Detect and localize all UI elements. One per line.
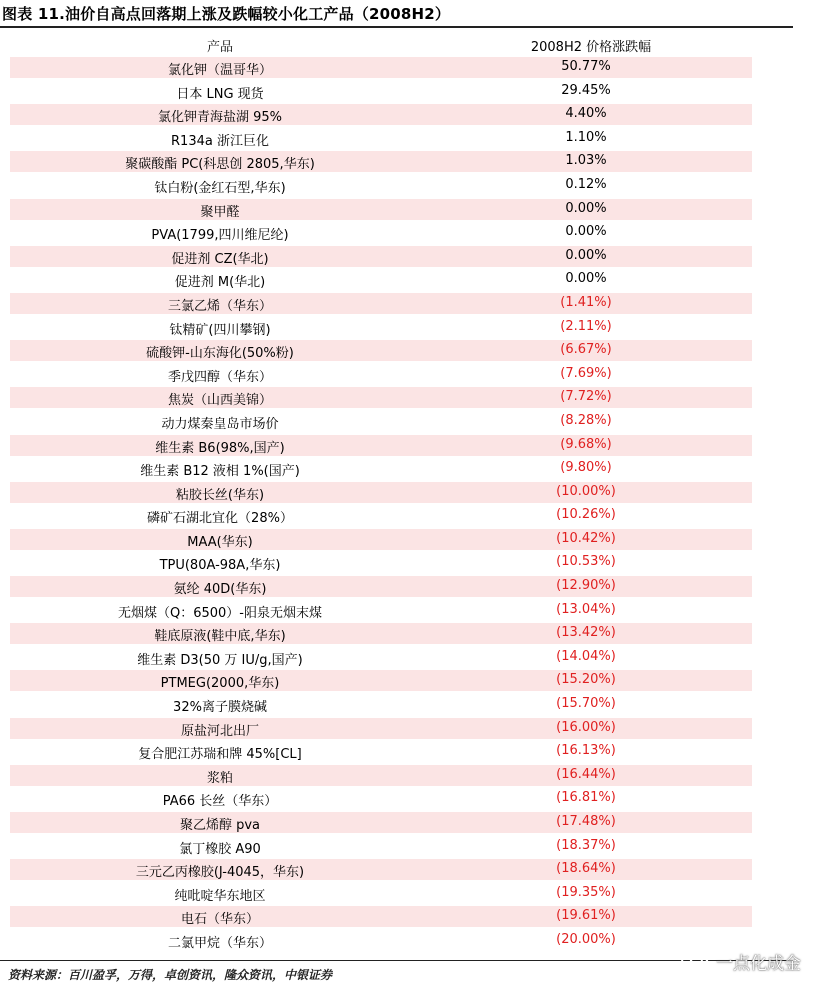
table-row — [10, 788, 752, 809]
footer-divider — [0, 960, 793, 961]
price-change: 1.03% — [565, 153, 607, 169]
table-row — [10, 293, 752, 314]
price-change: (20.00%) — [556, 931, 616, 947]
price-change: (18.37%) — [556, 837, 616, 853]
price-change: (9.80%) — [560, 460, 612, 476]
price-change: 0.00% — [565, 200, 607, 216]
price-change: (15.70%) — [556, 696, 616, 712]
table-row — [10, 812, 752, 833]
product-name: 聚碳酸酯 PC(科思创 2805,华东) — [125, 157, 315, 173]
price-change: (19.61%) — [556, 908, 616, 924]
product-name: 电石（华东） — [180, 912, 259, 928]
table-row — [10, 317, 752, 338]
header-product: 产品 — [206, 40, 233, 55]
table-row — [10, 647, 752, 668]
source-note: 资料来源：百川盈孚，万得，卓创资讯，隆众资讯，中银证券 — [8, 968, 333, 982]
product-name: 氯化钾青海盐湖 95% — [157, 110, 283, 126]
price-change: (9.68%) — [560, 436, 612, 452]
table-row — [10, 859, 752, 880]
table-row — [10, 576, 752, 597]
price-change: 0.00% — [565, 271, 607, 287]
price-change: 4.40% — [565, 106, 607, 122]
product-name: 氯丁橡胶 A90 — [179, 841, 261, 857]
price-change: (8.28%) — [560, 412, 612, 428]
price-change: (7.69%) — [560, 365, 612, 381]
price-change: (15.20%) — [556, 672, 616, 688]
table-row — [10, 269, 752, 290]
table-row — [10, 246, 752, 267]
table-row — [10, 57, 752, 78]
price-change: 0.12% — [565, 176, 607, 192]
product-name: TPU(80A-98A,华东) — [159, 558, 281, 574]
product-name: 聚甲醛 — [200, 204, 240, 220]
product-name: 氯化钾（温哥华） — [167, 63, 272, 78]
price-change: (1.41%) — [560, 294, 612, 310]
table-row — [10, 741, 752, 762]
product-name: 聚乙烯醇 pva — [179, 818, 261, 833]
table-body — [10, 57, 752, 954]
product-name: 复合肥江苏瑞和牌 45%[CL] — [138, 747, 302, 763]
product-name: PA66 长丝（华东） — [162, 794, 278, 810]
product-name: 促进剂 CZ(华北) — [171, 251, 269, 267]
table-row — [10, 906, 752, 927]
price-change: (16.13%) — [556, 743, 616, 759]
table-row — [10, 930, 752, 951]
product-name: 维生素 B6(98%,国产) — [155, 440, 285, 456]
price-change: 0.00% — [565, 224, 607, 240]
table-row — [10, 199, 752, 220]
price-change: (13.42%) — [556, 625, 616, 641]
product-name: 钛精矿(四川攀钢) — [169, 322, 271, 338]
product-name: 二氯甲烷（华东） — [167, 935, 272, 951]
price-change: (13.04%) — [556, 601, 616, 617]
table-row — [10, 600, 752, 621]
price-change: (17.48%) — [556, 814, 616, 829]
product-name: 三元乙丙橡胶(J-4045，华东) — [135, 865, 305, 881]
table-row — [10, 765, 752, 786]
price-change: (14.04%) — [556, 648, 616, 664]
table-row — [10, 718, 752, 739]
product-name: 季戊四醇（华东） — [167, 369, 272, 385]
watermark-text: 一点化成金 — [716, 953, 801, 974]
product-name: 促进剂 M(华北) — [174, 275, 266, 291]
product-name: 日本 LNG 现货 — [176, 86, 264, 102]
product-name: 纯吡啶华东地区 — [174, 888, 266, 904]
product-name: 32%离子膜烧碱 — [173, 700, 267, 716]
price-change: (2.11%) — [560, 318, 612, 334]
price-change: (18.64%) — [556, 861, 616, 877]
price-change: (7.72%) — [560, 389, 612, 405]
table-row — [10, 505, 752, 526]
product-name: PTMEG(2000,华东) — [160, 676, 280, 692]
product-name: 浆粕 — [206, 770, 233, 786]
price-change: (16.44%) — [556, 766, 616, 782]
product-name: MAA(华东) — [187, 534, 253, 550]
title-bar — [0, 0, 793, 28]
product-name: 鞋底原液(鞋中底,华东) — [154, 629, 286, 645]
price-change: (16.81%) — [556, 790, 616, 806]
product-name: 动力煤秦皇岛市场价 — [161, 416, 279, 432]
table-row — [10, 387, 752, 408]
table-row — [10, 670, 752, 691]
table-row — [10, 81, 752, 102]
price-change: (10.53%) — [556, 554, 616, 570]
product-name: 磷矿石湖北宜化（28%） — [147, 511, 293, 527]
product-name: 维生素 B12 液相 1%(国产) — [140, 464, 300, 480]
price-change: 29.45% — [561, 82, 611, 98]
price-change: (16.00%) — [556, 719, 616, 735]
price-change: 0.00% — [565, 247, 607, 263]
table-row — [10, 623, 752, 644]
price-change: 1.10% — [565, 129, 607, 145]
product-name: 无烟煤（Q：6500）-阳泉无烟末煤 — [117, 605, 322, 621]
table-row — [10, 222, 752, 243]
price-change: (10.26%) — [556, 507, 616, 523]
table-row — [10, 552, 752, 573]
figure-title: 图表 11.油价自高点回落期上涨及跌幅较小化工产品（2008H2） — [2, 5, 451, 23]
table-row — [10, 104, 752, 125]
product-name: 焦炭（山西美锦） — [167, 393, 272, 409]
table-row — [10, 529, 752, 550]
product-name: 三氯乙烯（华东） — [167, 298, 272, 314]
table-row — [10, 694, 752, 715]
product-name: 维生素 D3(50 万 IU/g,国产) — [137, 652, 303, 668]
table-row — [10, 175, 752, 196]
price-change: (10.42%) — [556, 530, 616, 546]
table-row — [10, 340, 752, 361]
table-row — [10, 364, 752, 385]
table-row — [10, 482, 752, 503]
watermark — [680, 946, 801, 976]
price-change: (10.00%) — [556, 483, 616, 499]
table-row — [10, 151, 752, 172]
product-name: 粘胶长丝(华东) — [175, 487, 265, 503]
product-name: 硫酸钾-山东海化(50%粉) — [146, 346, 294, 362]
product-name: 氨纶 40D(华东) — [173, 582, 267, 598]
price-change: (12.90%) — [556, 578, 616, 594]
header-change: 2008H2 价格涨跌幅 — [530, 40, 652, 55]
price-change: 50.77% — [561, 59, 611, 74]
wechat-icon — [680, 948, 710, 974]
table-row — [10, 836, 752, 857]
price-change: (19.35%) — [556, 884, 616, 900]
product-name: 原盐河北出厂 — [180, 723, 259, 739]
table-row — [10, 411, 752, 432]
product-name: R134a 浙江巨化 — [171, 133, 269, 149]
table-row — [10, 128, 752, 149]
table-row — [10, 435, 752, 456]
table-row — [10, 458, 752, 479]
price-change: (6.67%) — [560, 342, 612, 358]
product-name: PVA(1799,四川维尼纶) — [151, 228, 289, 244]
table-header — [10, 33, 752, 55]
table-row — [10, 883, 752, 904]
product-name: 钛白粉(金红石型,华东) — [154, 180, 286, 196]
